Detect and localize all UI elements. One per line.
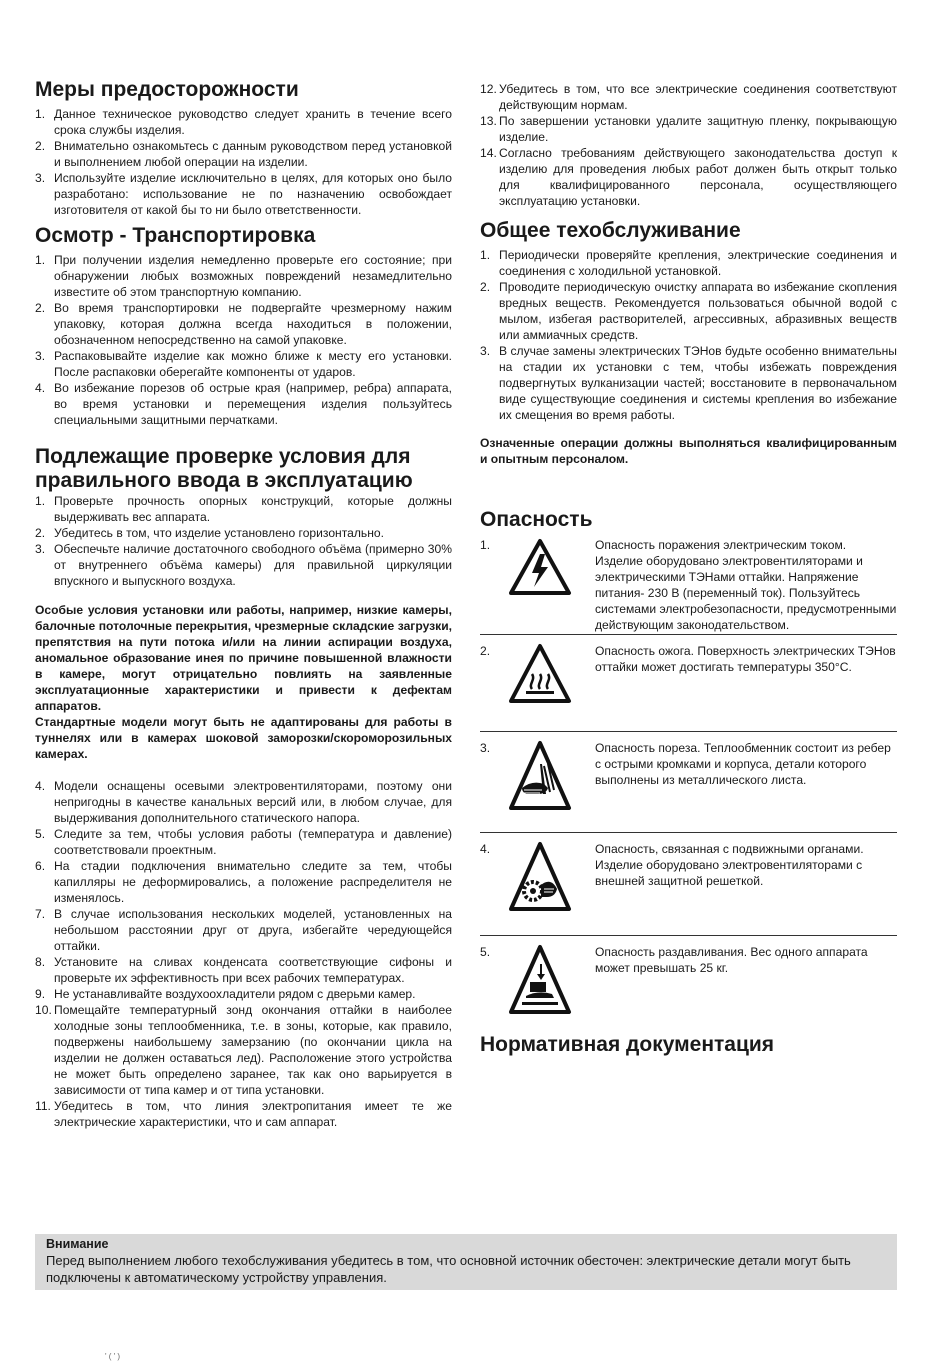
- list-item-number: 4.: [35, 381, 46, 395]
- list-item-number: 3.: [480, 344, 491, 358]
- list-item: [35, 525, 452, 541]
- list-item-text: Не устанавливайте воздухоохладители рядом с дверьми камер.: [54, 987, 416, 1001]
- list-item-text: Проводите периодическую очистку аппарата во избежание скопления вредных веществ. Рекомендуется пользоваться обычной водой с мылом, избегая растворителей, агрессивных, абразивных веществ или аммиачных средств.: [499, 280, 897, 342]
- list-item-text: Установите на сливах конденсата соответствующие сифоны и проверьте их эффективность при всех рабочих температурах.: [54, 955, 452, 985]
- conditions-list-continued: [35, 778, 452, 1130]
- inspection-list: [35, 252, 452, 428]
- list-item-text: Периодически проверяйте крепления, электрические соединения и соединения с холодильной установкой.: [499, 248, 897, 278]
- list-item: [35, 170, 452, 218]
- list-item: [35, 493, 452, 525]
- list-item: [480, 247, 897, 279]
- list-item-number: 7.: [35, 907, 46, 921]
- warning-title: Внимание: [46, 1237, 109, 1251]
- list-item-text: Внимательно ознакомьтесь с данным руководством перед установкой и выполнением любой операции на изделии.: [54, 139, 452, 169]
- moving-parts-warning-icon: [508, 841, 581, 935]
- list-item-number: 12.: [480, 82, 497, 96]
- crush-hazard-warning-icon: [508, 944, 581, 1046]
- list-item: [35, 1002, 452, 1098]
- list-item: [35, 954, 452, 986]
- list-item: [480, 113, 897, 145]
- maintenance-bold-note: Означенные операции должны выполняться квалифицированным и опытным персоналом.: [480, 436, 897, 466]
- inspection-heading: Осмотр - Транспортировка: [35, 224, 316, 247]
- list-item: [35, 986, 452, 1002]
- list-item-text: Убедитесь в том, что изделие установлено горизонтально.: [54, 526, 384, 540]
- danger-item: [480, 635, 897, 732]
- maintenance-heading: Общее техобслуживание: [480, 219, 741, 242]
- electric-shock-warning-icon: [508, 537, 581, 634]
- danger-item: [480, 833, 897, 936]
- list-item-text: По завершении установки удалите защитную пленку, покрывающую изделие.: [499, 114, 897, 144]
- list-item-number: 1.: [35, 494, 46, 508]
- list-item: [480, 279, 897, 343]
- list-item-text: Обеспечьте наличие достаточного свободного объёма (примерно 30% от внутреннего объёма камеры) для правильной циркуляции впускного и выпускного воздуха.: [54, 542, 452, 588]
- list-item-text: При получении изделия немедленно проверьте его состояние; при обнаружении любых возможных повреждений незамедлительно известите об этом транспортную компанию.: [54, 253, 452, 299]
- cut-hazard-warning-icon: [508, 740, 581, 832]
- danger-item-text: Опасность раздавливания. Вес одного аппарата может превышать 25 кг.: [595, 945, 868, 975]
- list-item: [35, 348, 452, 380]
- list-item: [35, 826, 452, 858]
- list-item-text: Убедитесь в том, что линия электропитания имеет те же электрические характеристики, что и сам аппарат.: [54, 1099, 452, 1129]
- danger-item: [480, 535, 897, 635]
- list-item: [35, 778, 452, 826]
- conditions-heading: Подлежащие проверке условия для правильного ввода в эксплуатацию: [35, 445, 413, 492]
- conditions-list-continued-right: [480, 81, 897, 209]
- list-item: [35, 1098, 452, 1130]
- list-item: [480, 343, 897, 423]
- list-item: [35, 906, 452, 954]
- list-item-number: 3.: [35, 542, 46, 556]
- list-item-number: 9.: [35, 987, 46, 1001]
- list-item-text: Используйте изделие исключительно в целях, для которых оно было разработано: использование не по назначению освобождает изготовителя от какой бы то ни было ответственности.: [54, 171, 452, 217]
- danger-item-text: Опасность ожога. Поверхность электрических ТЭНов оттайки может достигать температуры 350°C.: [595, 644, 896, 674]
- list-item: [480, 145, 897, 209]
- list-item-number: 1.: [35, 107, 46, 121]
- conditions-bold-note: Особые условия установки или работы, например, низкие камеры, балочные потолочные перекрытия, чрезмерные складские загрузки, препятствия на пути потока и/или на линии аспирации воздуха, аномальное образование инея по причине повышенной влажности в камере, могут отрицательно повлиять на заявленные эксплуатационные характеристики и привести к дефектам аппаратов.: [35, 603, 452, 713]
- list-item: [35, 252, 452, 300]
- conditions-bold-note-2: Стандартные модели могут быть не адаптированы для работы в туннелях или в камерах шоковой заморозки/скороморозильных камерах.: [35, 715, 452, 761]
- danger-item-number: 1.: [480, 538, 491, 552]
- list-item-text: Модели оснащены осевыми электровентиляторами, поэтому они непригодны в качестве канальных версий или, в любом случае, для выдерживания дополнительного статического напора.: [54, 779, 452, 825]
- list-item-text: Распаковывайте изделие как можно ближе к месту его установки. После распаковки оберегайте компоненты от ударов.: [54, 349, 452, 379]
- danger-item-number: 4.: [480, 842, 491, 856]
- list-item: [35, 300, 452, 348]
- list-item-number: 2.: [480, 280, 491, 294]
- list-item-number: 5.: [35, 827, 46, 841]
- list-item-text: В случае замены электрических ТЭНов будьте особенно внимательны на стадии их установки с тем, чтобы избежать повреждения подвергнутых вулканизации частей; восстановите в первоначальном виде существующие соединения и системы крепления во избежание их смещения во время работы.: [499, 344, 897, 422]
- list-item-number: 14.: [480, 146, 497, 160]
- precautions-heading: Меры предосторожности: [35, 78, 299, 101]
- danger-heading: Опасность: [480, 508, 593, 531]
- danger-item: [480, 732, 897, 833]
- list-item-text: Во избежание порезов об острые края (например, ребра) аппарата, во время установки и перемещения изделия пользуйтесь специальными защитными перчатками.: [54, 381, 452, 427]
- left-column: [35, 78, 452, 1130]
- list-item-number: 3.: [35, 171, 46, 185]
- conditions-list: [35, 493, 452, 589]
- list-item-number: 11.: [35, 1099, 51, 1113]
- warning-text: Перед выполнением любого техобслуживания убедитесь в том, что основной источник обесточен: электрические детали могут быть подключены к автоматическому устройству управления.: [46, 1253, 851, 1285]
- footer-mark: ' ( ' ): [105, 1352, 121, 1361]
- list-item-number: 2.: [35, 301, 46, 315]
- list-item-number: 1.: [480, 248, 491, 262]
- list-item-number: 4.: [35, 779, 46, 793]
- list-item: [35, 138, 452, 170]
- hot-surface-warning-icon: [508, 643, 581, 731]
- danger-item-text: Опасность пореза. Теплообменник состоит из ребер с острыми кромками и корпуса, детали которого выполнены из металлического листа.: [595, 741, 891, 787]
- list-item-number: 8.: [35, 955, 46, 969]
- list-item: [35, 106, 452, 138]
- list-item-number: 6.: [35, 859, 46, 873]
- maintenance-list: [480, 247, 897, 423]
- danger-item: [480, 936, 897, 1046]
- list-item-number: 3.: [35, 349, 46, 363]
- list-item-text: Помещайте температурный зонд окончания оттайки в наиболее холодные зоны теплообменника, т.е. в зоны, которые, как правило, подвержены наибольшему замерзанию (по окончании цикла на изделии не должен оставаться лед). Расположение этого устройства не может быть определено заранее, так как оно варьируется в зависимости от типа камер и от типа установки.: [54, 1003, 452, 1097]
- list-item-number: 2.: [35, 526, 46, 540]
- list-item-number: 10.: [35, 1003, 52, 1017]
- list-item-number: 2.: [35, 139, 46, 153]
- list-item-number: 13.: [480, 114, 497, 128]
- danger-item-number: 2.: [480, 644, 491, 658]
- list-item: [480, 81, 897, 113]
- warning-box: [35, 1234, 897, 1290]
- danger-list: [480, 535, 897, 1046]
- danger-item-text: Опасность, связанная с подвижными органами. Изделие оборудовано электровентиляторами с внешней защитной решеткой.: [595, 842, 864, 888]
- regulatory-heading: Нормативная документация: [480, 1033, 775, 1056]
- list-item-text: Согласно требованиям действующего законодательства доступ к изделию для проведения любых работ должен быть открыт только для квалифицированного персонала, осуществляющего эксплуатацию установки.: [499, 146, 897, 208]
- right-column: [480, 81, 897, 1061]
- danger-item-number: 3.: [480, 741, 491, 755]
- precautions-list: [35, 106, 452, 218]
- list-item: [35, 858, 452, 906]
- list-item-text: В случае использования нескольких моделей, установленных на небольшом расстоянии друг от друга, избегайте чередующейся оттайки.: [54, 907, 452, 953]
- list-item-text: Убедитесь в том, что все электрические соединения соответствуют действующим нормам.: [499, 82, 897, 112]
- danger-item-number: 5.: [480, 945, 491, 959]
- list-item-text: Проверьте прочность опорных конструкций, которые должны выдерживать вес аппарата.: [54, 494, 452, 524]
- list-item-text: Следите за тем, чтобы условия работы (температура и давление) соответствовали проектным.: [54, 827, 452, 857]
- list-item: [35, 541, 452, 589]
- list-item-text: На стадии подключения внимательно следите за тем, чтобы капилляры не деформировались, а положение распределителя не изменялось.: [54, 859, 452, 905]
- list-item-text: Данное техническое руководство следует хранить в течение всего срока службы изделия.: [54, 107, 452, 137]
- list-item: [35, 380, 452, 428]
- list-item-text: Во время транспортировки не подвергайте чрезмерному нажим упаковку, которая должна всегда находиться в положении, обозначенном непосредственно на самой упаковке.: [54, 301, 452, 347]
- danger-item-text: Опасность поражения электрическим током. Изделие оборудовано электровентиляторами и электрическими ТЭНами оттайки. Напряжение питания- 230 В (переменный ток). Пользуйтесь системами электробезопасности, предусмотренными действующим законодательством.: [595, 538, 897, 632]
- list-item-number: 1.: [35, 253, 46, 267]
